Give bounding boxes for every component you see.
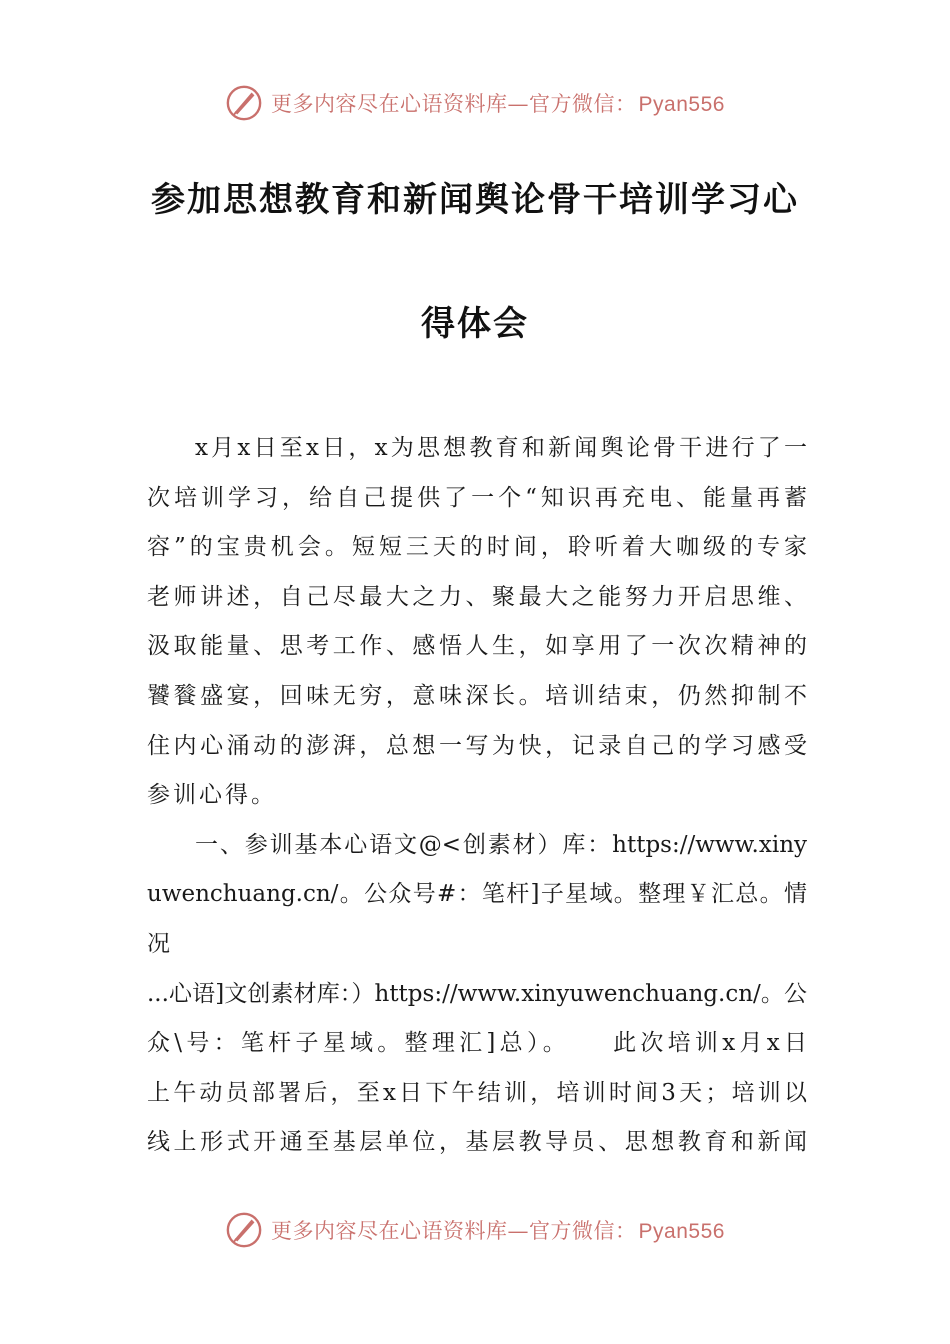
body-line: 一、参训基本心语文@<创素材）库：https://www.xiny — [195, 831, 807, 858]
header-watermark-banner — [0, 78, 950, 128]
document-body — [147, 424, 807, 1168]
body-line: 饕餮盛宴，回味无穷，意味深长。培训结束，仍然抑制不 — [147, 682, 807, 709]
body-line: 上午动员部署后，至x日下午结训，培训时间3天；培训以 — [147, 1079, 807, 1106]
document-title-line-2: 得体会 — [421, 304, 529, 344]
body-line: 汲取能量、思考工作、感悟人生，如享用了一次次精神的 — [147, 633, 807, 660]
body-line: 住内心涌动的澎湃，总想一写为快，记录自己的学习感受 — [147, 732, 807, 759]
body-line: 众\号：笔杆子星域。整理汇]总）。 此次培训x月x日 — [147, 1030, 807, 1057]
wechat-id: Pyan556 — [638, 1220, 725, 1243]
body-line: x月x日至x日，x为思想教育和新闻舆论骨干进行了一 — [195, 435, 807, 461]
banner-text — [271, 88, 725, 118]
footer-watermark-banner — [0, 1205, 950, 1255]
body-line: uwenchuang.cn/。公众号#：笔杆]子星域。整理￥汇总。情 — [147, 881, 807, 908]
body-line: 参训心得。 — [147, 782, 277, 809]
body-line: 容”的宝贵机会。短短三天的时间，聆听着大咖级的专家 — [147, 534, 807, 561]
quill-logo-icon — [225, 84, 263, 122]
wechat-id: Pyan556 — [638, 93, 725, 116]
banner-message: 更多内容尽在心语资料库—官方微信： — [271, 1219, 637, 1243]
body-line: ...心语]文创素材库：）https://www.xinyuwenchuang.cn/。公 — [147, 980, 807, 1007]
body-line: 老师讲述，自己尽最大之力、聚最大之能努力开启思维、 — [147, 583, 807, 610]
body-line: 况 — [147, 930, 170, 957]
document-title-line-1: 参加思想教育和新闻舆论骨干培训学习心 — [151, 180, 799, 220]
body-line: 线上形式开通至基层单位，基层教导员、思想教育和新闻 — [147, 1129, 807, 1156]
banner-message: 更多内容尽在心语资料库—官方微信： — [271, 92, 637, 116]
banner-text — [271, 1215, 725, 1245]
body-line: 次培训学习，给自己提供了一个“知识再充电、能量再蓄 — [147, 484, 807, 511]
quill-logo-icon — [225, 1211, 263, 1249]
